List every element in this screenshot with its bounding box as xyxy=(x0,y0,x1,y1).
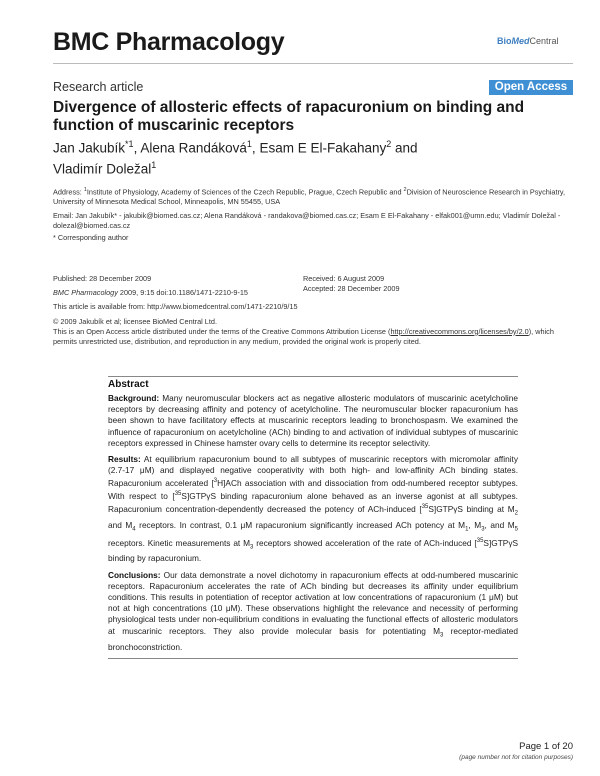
subscript: 3 xyxy=(481,526,485,533)
article-title: Divergence of allosteric effects of rapacuronium on binding and function of muscarinic receptors xyxy=(53,99,525,134)
subscript: 2 xyxy=(514,510,518,517)
section-label: Conclusions: xyxy=(108,569,161,580)
corresponding-author-note: * Corresponding author xyxy=(53,233,129,242)
section-text: S]GTPγS binding at M xyxy=(428,504,515,515)
isotope-mark: 3 xyxy=(213,478,218,485)
license-part: ), which permits unrestricted use, distribution, and reproduction in any medium, provided the original work is properly cited. xyxy=(53,326,554,346)
published-date: Published: 28 December 2009 xyxy=(53,274,152,283)
abstract-background xyxy=(108,393,518,449)
page-number: Page 1 of 20 xyxy=(519,741,573,752)
section-text: Our data demonstrate a novel dichotomy in rapacuronium effects at odd-numbered muscarinic receptors. Rapacuronium accelerates the rate of ACh binding but decreases its affinity under equilibrium conditions. This results in potentiation of receptor activation at low concentrations of rapacuronium (1 μM) but not at high concentrations (10 μM). These observations highlight the relevance and necessity of performing physiological tests under non-equilibrium conditions in evaluating the functional effects of allosteric modulators at muscarinic receptors. They also provide molecular basis for potentiating M xyxy=(108,569,518,636)
section-text: At equilibrium rapacuronium bound to all subtypes of muscarinic receptors with micromolar affinity (2.7-17 μM) and displayed negative cooperativity with both high- and low-affinity ACh binding states. Rapacuronium accelerated [ xyxy=(108,454,518,489)
affiliation-mark: 1 xyxy=(151,159,157,170)
citation-journal: BMC Pharmacology xyxy=(53,287,118,297)
publication-info xyxy=(53,274,293,298)
affiliation-mark: *1 xyxy=(125,139,134,149)
abstract-conclusions xyxy=(108,570,518,653)
article-type: Research article xyxy=(53,80,144,94)
biomed-central-logo xyxy=(497,36,559,46)
section-label: Background: xyxy=(108,393,160,403)
author-name[interactable]: Esam E El-Fakahany xyxy=(259,140,387,156)
journal-title: BMC Pharmacology xyxy=(53,28,285,56)
subscript: 5 xyxy=(514,526,519,533)
accepted-date: Accepted: 28 December 2009 xyxy=(303,283,400,293)
section-label: Results: xyxy=(108,454,141,465)
author-list xyxy=(53,136,573,177)
received-date: Received: 6 August 2009 xyxy=(303,274,385,283)
abstract-heading: Abstract xyxy=(108,379,149,390)
abstract-box xyxy=(108,376,518,659)
logo-bio: Bio xyxy=(497,36,512,46)
author-separator: and xyxy=(391,140,418,156)
license-part: This is an Open Access article distributed under the terms of the Creative Commons Attribution License ( xyxy=(53,326,391,336)
address-label: Address: xyxy=(53,187,84,197)
received-accepted-info xyxy=(303,274,503,294)
copyright-line: © 2009 Jakubík et al; licensee BioMed Central Ltd. xyxy=(53,317,217,326)
subscript: 1 xyxy=(465,526,469,533)
author-emails[interactable]: Email: Jan Jakubík* - jakubik@biomed.cas.cz; Alena Randáková - randakova@biomed.cas.cz; Esam E El-Fakahany - elfak001@umn.edu; Vladimír Doležal - dolezal@biomed.cas.cz xyxy=(53,211,561,230)
section-text: H]ACh association with and dissociation from odd-numbered receptor subtypes. With respect to [ xyxy=(108,478,518,502)
subscript: 4 xyxy=(132,526,136,533)
citation xyxy=(53,288,293,298)
subscript: 3 xyxy=(440,632,444,639)
license-text xyxy=(53,327,573,347)
section-text: receptors. In contrast, 0.1 μM rapacuronium significantly increased ACh potency at M xyxy=(135,519,466,530)
abstract-results xyxy=(108,454,518,565)
author-name[interactable]: Jan Jakubík xyxy=(53,140,126,156)
section-text: , M xyxy=(468,519,482,530)
section-text: S]GTPγS binding rapacuronium alone behaved as an inverse agonist at all subtypes. Rapacuronium concentration-dependently decreased the potency of ACh-induced [ xyxy=(108,491,518,515)
author-name[interactable]: Vladimír Doležal xyxy=(53,161,152,176)
license-link[interactable]: http://creativecommons.org/licenses/by/2.0 xyxy=(390,326,529,336)
page-number-note: (page number not for citation purposes) xyxy=(459,754,573,761)
isotope-mark: 35 xyxy=(174,491,182,498)
section-text: , and M xyxy=(484,519,515,530)
abstract-bottom-rule xyxy=(108,658,518,659)
affiliation-mark: 1 xyxy=(246,139,252,149)
isotope-mark: 35 xyxy=(421,504,429,511)
section-text: S]GTPγS binding by rapacuronium. xyxy=(108,537,518,564)
header-divider xyxy=(53,63,573,64)
subscript: 3 xyxy=(250,544,254,551)
address-part: Institute of Physiology, Academy of Sciences of the Czech Republic, Prague, Czech Republic and xyxy=(86,187,404,197)
author-name[interactable]: Alena Randáková xyxy=(140,140,247,156)
section-text: receptors. Kinetic measurements at M xyxy=(108,537,251,548)
affiliation-mark: 2 xyxy=(386,139,392,149)
affiliation-mark: 1 xyxy=(83,187,87,193)
author-separator: , xyxy=(133,140,141,156)
affiliation-mark: 2 xyxy=(403,187,407,193)
citation-doi[interactable]: 2009, 9:15 doi:10.1186/1471-2210-9-15 xyxy=(117,287,248,297)
article-url[interactable]: This article is available from: http://www.biomedcentral.com/1471-2210/9/15 xyxy=(53,302,298,311)
logo-med: Med xyxy=(511,36,530,46)
section-text: receptor-mediated bronchoconstriction. xyxy=(108,625,518,652)
address-part: Division of Neuroscience Research in Psychiatry, University of Minnesota Medical School, Minneapolis, MN 55455, USA xyxy=(53,187,566,207)
section-text: and M xyxy=(108,519,133,530)
section-text: receptors showed acceleration of the rate of ACh-induced [ xyxy=(253,537,477,548)
author-separator: , xyxy=(251,140,260,156)
open-access-badge: Open Access xyxy=(489,80,573,95)
section-text: Many neuromuscular blockers act as negative allosteric modulators of muscarinic acetylcholine receptors by decreasing affinity and potency of acetylcholine. The neuromuscular blocker rapacuronium has been shown to have facilitatory effects at muscarinic receptors leading to bronchospasm. We examined the influence of rapacuronium on acetylcholine (ACh) binding to and activation of individual subtypes of muscarinic receptors expressed in Chinese hamster ovary cells to determine its receptor selectivity. xyxy=(108,393,518,448)
copyright-block xyxy=(53,317,573,346)
logo-central: Central xyxy=(529,36,559,46)
isotope-mark: 35 xyxy=(476,537,484,544)
affiliation-address xyxy=(53,186,573,207)
